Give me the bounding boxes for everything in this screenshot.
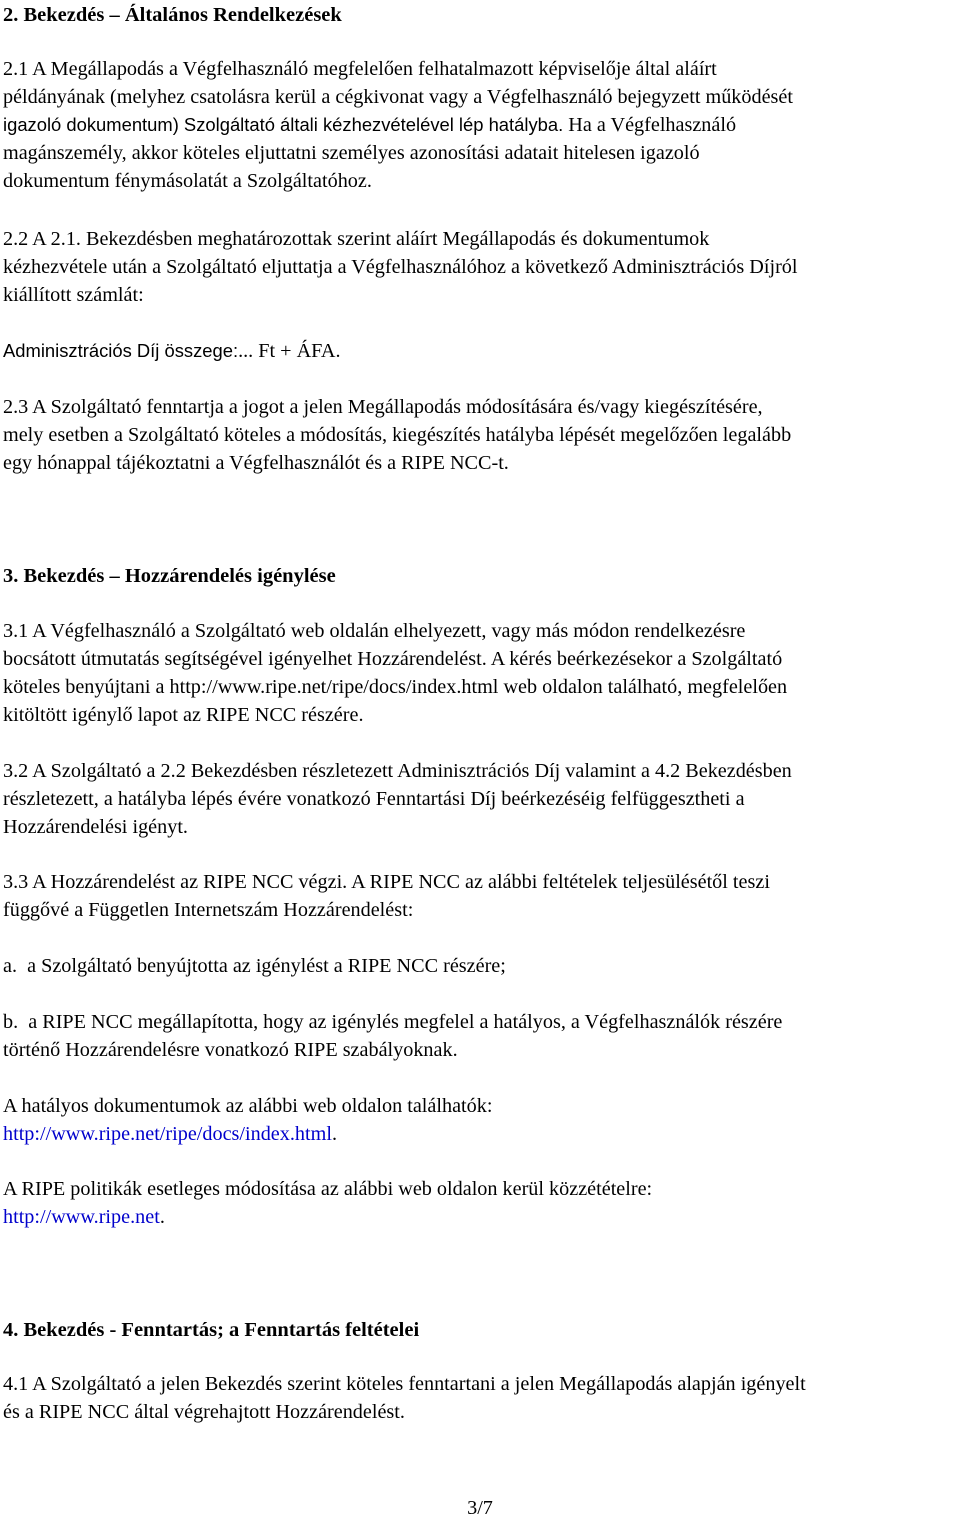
paragraph-2-1-line-3 [3,111,960,139]
paragraph-3-2 [3,757,960,841]
policy-link-tail: . [159,1206,165,1228]
policy-link[interactable]: http://www.ripe.net [3,1206,160,1228]
docs-text: A hatályos dokumentumok az alábbi web oldalon találhatók: [3,1095,493,1117]
paragraph-2-1-line-4: magánszemély, akkor köteles eljuttatni személyes azonosítási adatait hitelesen igazoló [3,142,700,164]
paragraph-2-1-line-1: 2.1 A Megállapodás a Végfelhasználó megfelelően felhatalmazott képviselője által aláírt [3,58,717,80]
policy-text: A RIPE politikák esetleges módosítása az alábbi web oldalon kerül közzétételre: [3,1178,653,1200]
paragraph-2-2 [3,225,960,309]
paragraph-2-1-line-3-sans: igazoló dokumentum) Szolgáltató általi kézhezvételével lép hatályba. [3,114,564,135]
docs-link[interactable]: http://www.ripe.net/ripe/docs/index.html [3,1123,332,1145]
fee-value: ... Ft + ÁFA. [238,340,341,362]
list-item-b-line-2: történő Hozzárendelésre vonatkozó RIPE szabályoknak. [3,1039,458,1061]
page-number: 3/7 [467,1497,493,1519]
list-item-b [3,1008,960,1064]
paragraph-4-1-line-1: 4.1 A Szolgáltató a jelen Bekezdés szerint köteles fenntartani a jelen Megállapodás alapján igényelt [3,1373,806,1395]
paragraph-3-2-line-2: részletezett, a hatályba lépés évére vonatkozó Fenntartási Díj beérkezéséig felfüggesztheti a [3,788,745,810]
section-4-heading: 4. Bekezdés - Fenntartás; a Fenntartás feltételei [3,1319,420,1341]
policy-paragraph [3,1175,960,1231]
fee-label: Adminisztrációs Díj összege: [3,340,239,361]
paragraph-2-1 [3,55,960,195]
paragraph-2-3-line-1: 2.3 A Szolgáltató fenntartja a jogot a jelen Megállapodás módosítására és/vagy kiegészítésére, [3,396,763,418]
paragraph-2-2-line-1: 2.2 A 2.1. Bekezdésben meghatározottak szerint aláírt Megállapodás és dokumentumok [3,228,710,250]
policy-link-line [3,1203,960,1231]
section-3-heading: 3. Bekezdés – Hozzárendelés igénylése [3,565,336,587]
docs-link-tail: . [331,1123,337,1145]
fee-line [3,337,341,365]
paragraph-2-2-line-2: kézhezvétele után a Szolgáltató eljuttatja a Végfelhasználóhoz a következő Adminisztrációs Díjról [3,256,798,278]
section-2-heading: 2. Bekezdés – Általános Rendelkezések [3,4,342,26]
paragraph-3-3-line-1: 3.3 A Hozzárendelést az RIPE NCC végzi. A RIPE NCC az alábbi feltételek teljesülésétől teszi [3,871,770,893]
paragraph-2-2-line-3: kiállított számlát: [3,284,144,306]
docs-paragraph [3,1092,960,1148]
paragraph-3-1-line-2: bocsátott útmutatás segítségével igényelhet Hozzárendelést. A kérés beérkezésekor a Szolgáltató [3,648,783,670]
list-item-b-line-1: b. a RIPE NCC megállapította, hogy az igénylés megfelel a hatályos, a Végfelhasználók részére [3,1011,783,1033]
docs-link-line [3,1120,960,1148]
paragraph-2-3-line-3: egy hónappal tájékoztatni a Végfelhasználót és a RIPE NCC-t. [3,452,509,474]
paragraph-3-3-line-2: függővé a Független Internetszám Hozzárendelést: [3,899,414,921]
paragraph-3-1-line-4: kitöltött igénylő lapot az RIPE NCC részére. [3,704,364,726]
paragraph-3-2-line-3: Hozzárendelési igényt. [3,816,188,838]
paragraph-2-3-line-2: mely esetben a Szolgáltató köteles a módosítás, kiegészítés hatályba lépését megelőzően legalább [3,424,792,446]
paragraph-3-1-line-1: 3.1 A Végfelhasználó a Szolgáltató web oldalán elhelyezett, vagy más módon rendelkezésre [3,620,746,642]
paragraph-2-1-line-2: példányának (melyhez csatolásra kerül a cégkivonat vagy a Végfelhasználó bejegyzett működését [3,86,793,108]
paragraph-4-1-line-2: és a RIPE NCC által végrehajtott Hozzárendelést. [3,1401,405,1423]
paragraph-2-1-line-5: dokumentum fénymásolatát a Szolgáltatóhoz. [3,170,372,192]
paragraph-2-3 [3,393,960,477]
paragraph-3-1-line-3: köteles benyújtani a http://www.ripe.net/ripe/docs/index.html web oldalon található, megfelelően [3,676,788,698]
paragraph-3-2-line-1: 3.2 A Szolgáltató a 2.2 Bekezdésben részletezett Adminisztrációs Díj valamint a 4.2 Bekezdésben [3,760,792,782]
list-item-a: a. a Szolgáltató benyújtotta az igénylést a RIPE NCC részére; [3,955,506,977]
paragraph-3-1 [3,617,960,729]
paragraph-3-3 [3,868,960,924]
paragraph-4-1 [3,1370,960,1426]
paragraph-2-1-line-3-serif: Ha a Végfelhasználó [563,114,737,136]
